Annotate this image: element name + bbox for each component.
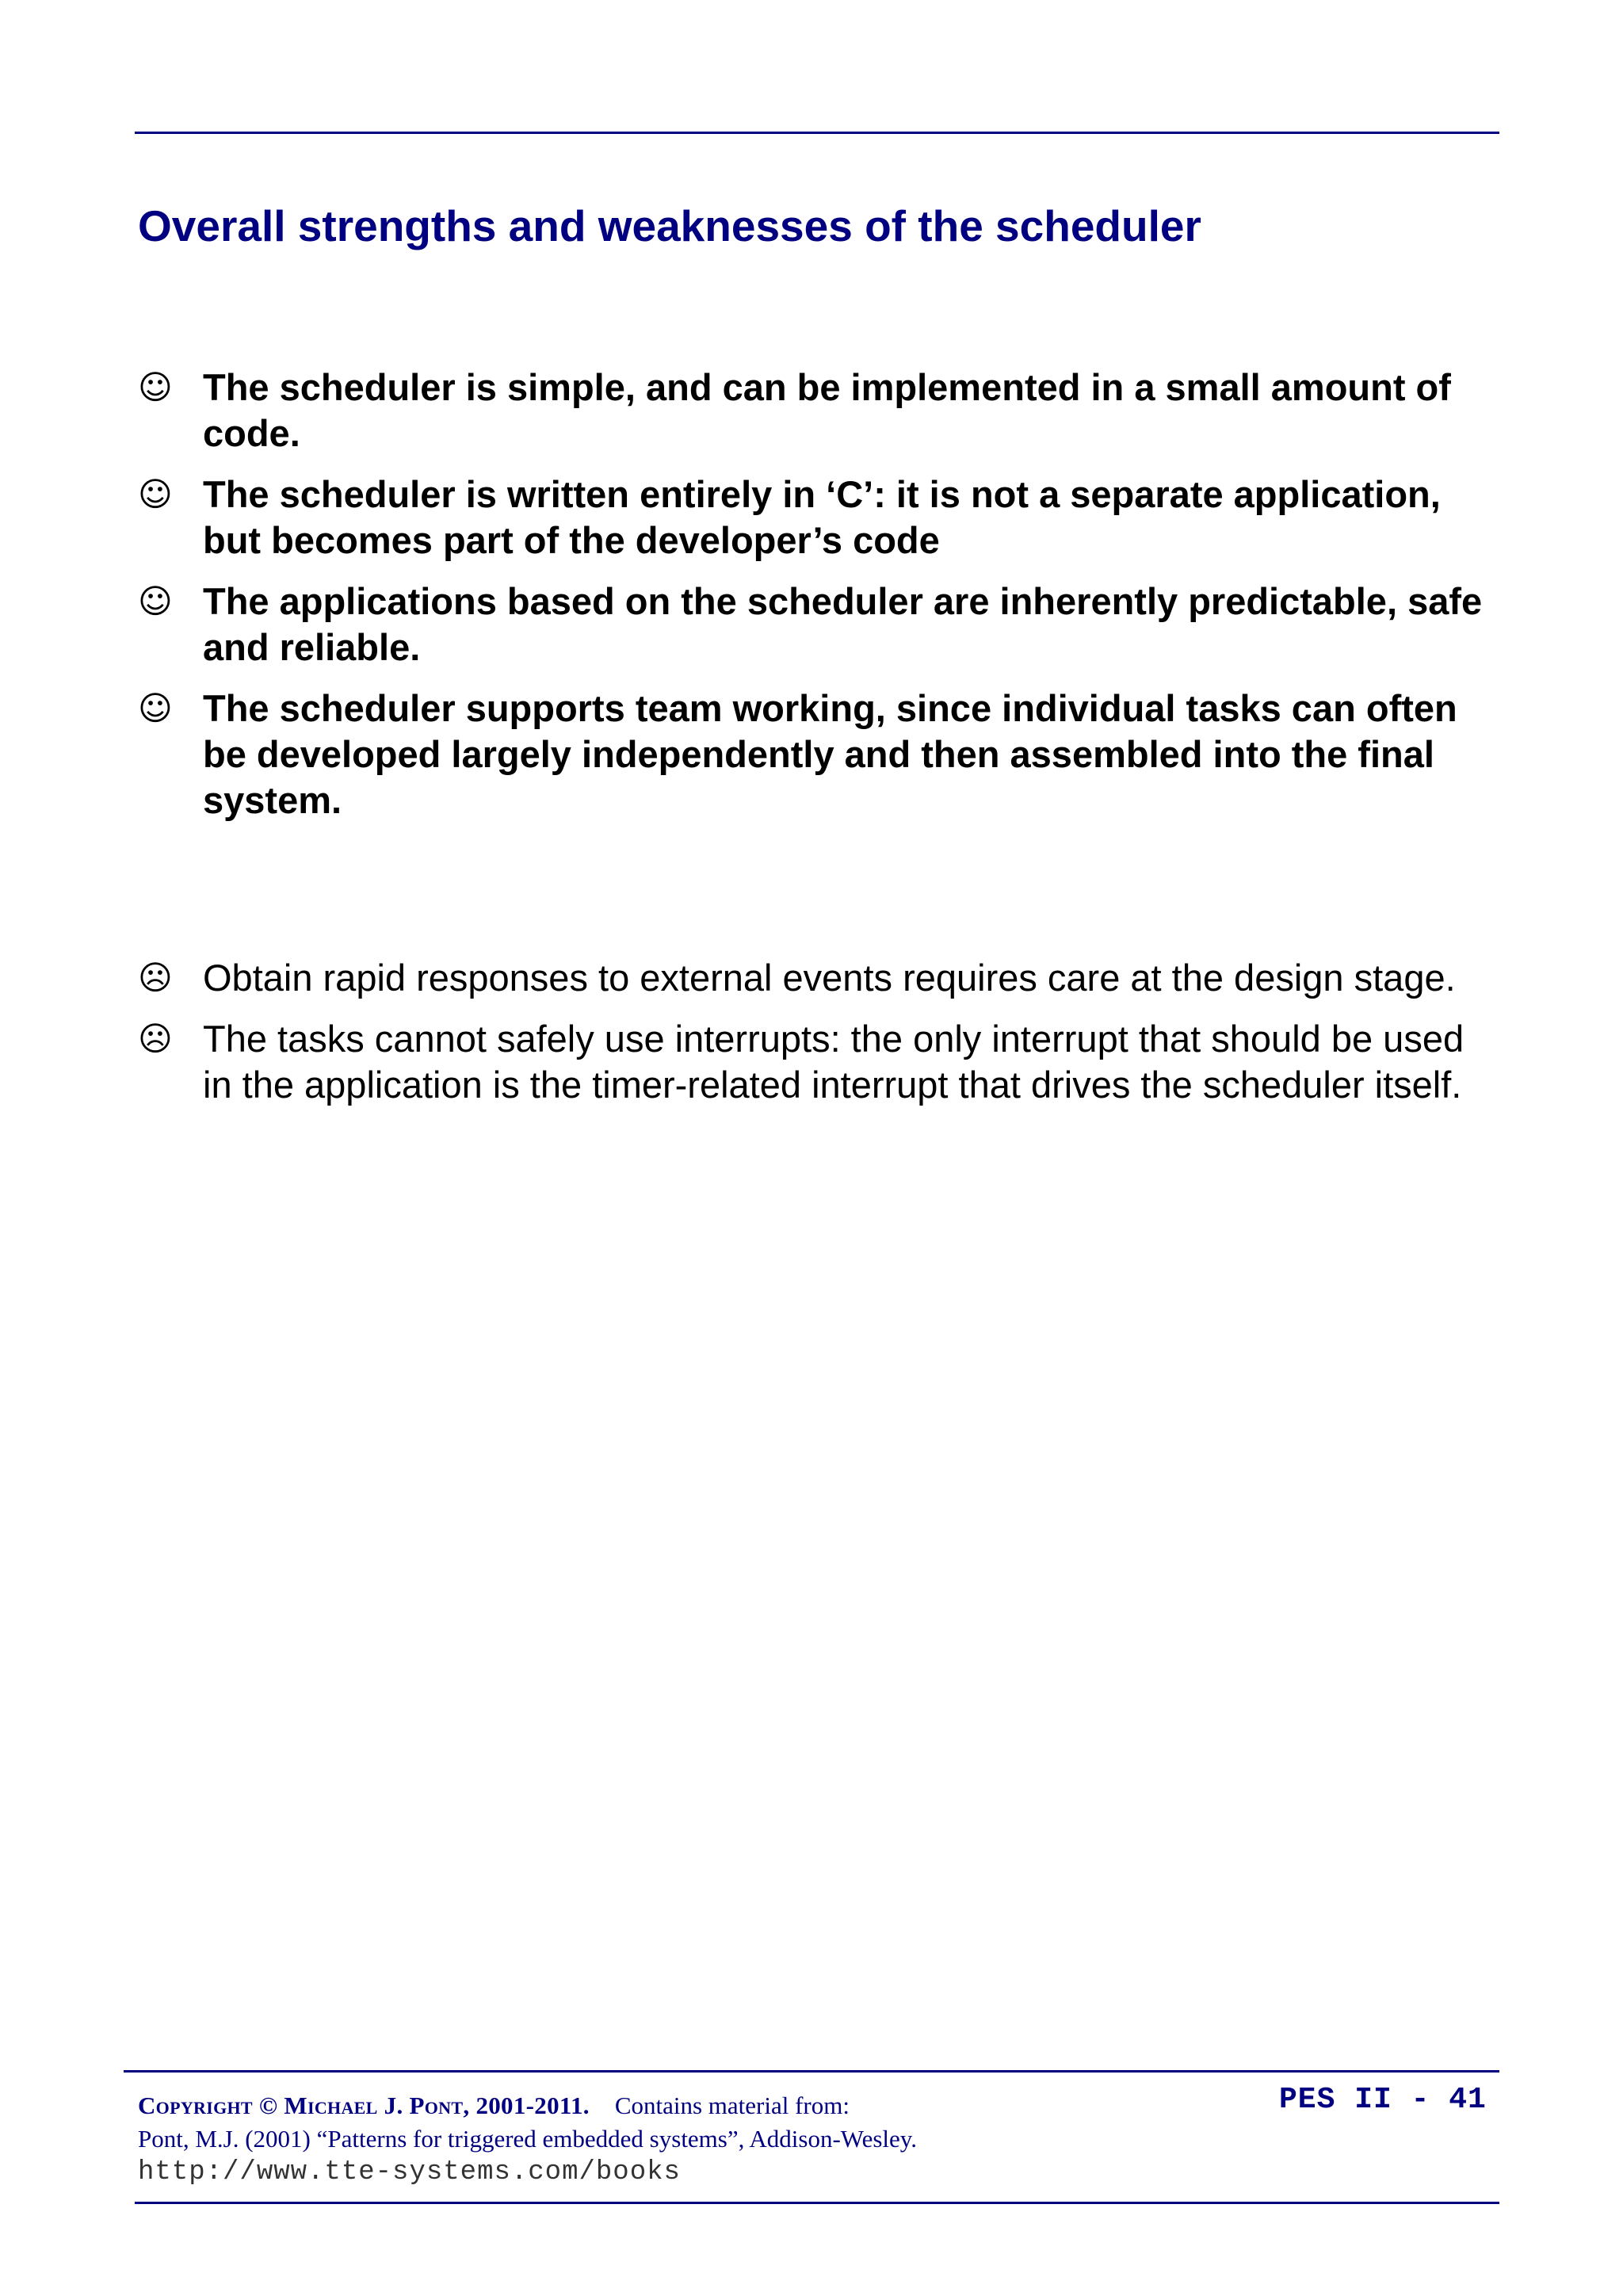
contains-material-text: Contains material from: <box>614 2092 850 2119</box>
copyright-notice: Copyright © Michael J. Pont, 2001-2011. <box>138 2092 590 2119</box>
page-title: Overall strengths and weaknesses of the scheduler <box>138 201 1201 250</box>
footer-bottom-rule <box>135 2202 1499 2204</box>
list-item <box>136 472 1499 563</box>
smiley-icon: ☺ <box>138 475 173 514</box>
footer-url: http://www.tte-systems.com/books <box>138 2157 681 2187</box>
smiley-icon: ☺ <box>138 582 173 621</box>
list-item <box>136 579 1499 670</box>
list-item <box>136 686 1499 823</box>
weakness-text: The tasks cannot safely use interrupts: the only interrupt that should be used in the application is the timer-related interrupt that drives the scheduler itself. <box>203 1018 1465 1106</box>
list-item <box>136 1016 1499 1108</box>
weakness-text: Obtain rapid responses to external events requires care at the design stage. <box>203 957 1456 999</box>
frown-icon: ☹ <box>138 1019 173 1058</box>
strength-text: The scheduler is written entirely in ‘C’: it is not a separate application, but becomes part of the developer’s code <box>203 473 1441 561</box>
smiley-icon: ☺ <box>138 368 173 407</box>
weaknesses-list <box>136 955 1499 1123</box>
list-item <box>136 955 1499 1001</box>
page-number: PES II - 41 <box>1279 2083 1487 2117</box>
footer-top-rule <box>124 2070 1499 2073</box>
smiley-icon: ☺ <box>138 689 173 728</box>
list-item <box>136 365 1499 457</box>
strength-text: The applications based on the scheduler are inherently predictable, safe and reliable. <box>203 580 1483 668</box>
strength-text: The scheduler is simple, and can be implemented in a small amount of code. <box>203 366 1451 454</box>
frown-icon: ☹ <box>138 958 173 997</box>
citation-text: Pont, M.J. (2001) “Patterns for triggered embedded systems”, Addison-Wesley. <box>138 2125 918 2153</box>
strength-text: The scheduler supports team working, since individual tasks can often be developed largely independently and then assembled into the final system. <box>203 687 1457 821</box>
header-rule <box>135 132 1499 134</box>
strengths-list <box>136 365 1499 839</box>
